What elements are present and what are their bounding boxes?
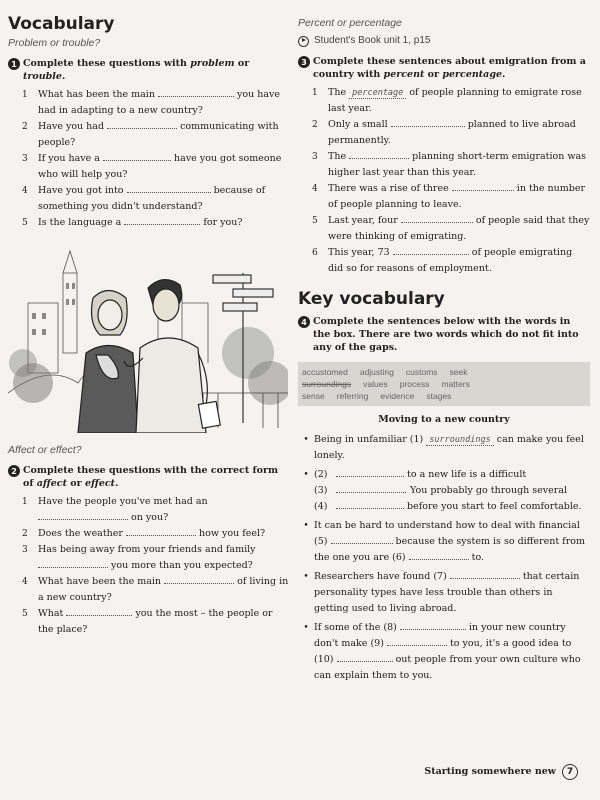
answer-gap[interactable] [66,606,132,616]
exercise-2-questions [8,494,291,638]
word-row [302,366,586,378]
answer-gap[interactable] [38,510,128,520]
page-number: 7 [562,764,578,780]
answer-gap[interactable] [337,652,393,662]
answer-gap[interactable] [401,213,473,223]
bullet-item: • If some of the (8) in your new country don't make (9) to you, it's a good idea to (10) out people from your own culture who can explain them to you. [303,622,581,681]
answer-gap[interactable] [126,526,196,536]
right-column [298,16,590,684]
footer-unit-title: Starting somewhere new [424,766,556,777]
word-row [302,378,586,390]
play-icon [298,36,309,47]
answer-gap[interactable] [336,467,404,477]
subtitle-problem-trouble: Problem or trouble? [8,37,101,49]
text-heading: Moving to a new country [378,414,510,425]
question-item: 2 Does the weather how you feel? [22,528,266,539]
sentence-item: 6 This year, 73 of people emigrating did so for reasons of employment. [312,247,573,274]
answer-gap[interactable] [393,245,469,255]
sentence-item: 4 There was a rise of three in the number of people planning to leave. [312,183,586,210]
word: evidence [380,391,415,401]
answer-gap[interactable] [349,149,409,159]
word: seek [449,367,468,377]
word: process [399,379,430,389]
answer-gap[interactable] [409,550,469,560]
answer-gap[interactable] [331,534,393,544]
word: referring [336,391,369,401]
answer-gap[interactable] [387,636,447,646]
answer-gap[interactable] [38,558,108,568]
answer-gap[interactable] [127,183,211,193]
question-item: 5 Is the language a for you? [22,217,243,228]
word: adjusting [359,367,394,377]
word-box [298,362,590,406]
question-item: 1 What has been the main you have had in adapting to a new country? [22,89,280,116]
exercise-2-instruction: 2 Complete these questions with the correct form of affect or effect. [8,464,291,490]
word: sense [302,391,325,401]
question-item: 4 What have been the main of living in a new country? [22,576,289,603]
word-row [302,390,586,402]
word: matters [441,379,470,389]
answer-gap[interactable] [452,181,514,191]
answer-gap[interactable] [336,483,404,493]
exercise-1-questions [8,87,291,231]
exercise-1-instruction: 1 Complete these questions with problem or trouble. [8,57,291,83]
subtitle-affect-effect: Affect or effect? [8,444,82,456]
section-title-vocabulary: Vocabulary [8,14,115,34]
answer-gap[interactable] [391,117,465,127]
word: customs [405,367,438,377]
sentence-item: 2 Only a small planned to live abroad permanently. [312,119,576,146]
bullet-item: • Being in unfamiliar (1) surroundings can make you feel lonely. [303,434,584,461]
question-item: 3 If you have a have you got someone who will help you? [22,153,282,180]
word-crossed-out: surroundings [302,379,352,389]
question-item: 2 Have you had communicating with people? [22,121,279,148]
exercise-3-sentences [298,85,590,277]
answer-gap[interactable] [164,574,234,584]
answer-gap[interactable] [400,620,466,630]
subtitle-percent-percentage: Percent or percentage [298,17,402,29]
exercise-3-instruction: 3 Complete these sentences about emigration from a country with percent or percentage. [298,55,590,81]
question-item: 1 Have the people you've met had an on you? [22,496,208,523]
bullet-item: • It can be hard to understand how to deal with financial (5) because the system is so different from the one you are (6) to. [303,520,585,563]
gap-fill-text [298,432,590,684]
answer-gap[interactable] [107,119,177,129]
exercise-number-badge: 3 [298,56,310,68]
word: accustomed [302,367,348,377]
answer-gap[interactable] [336,499,404,509]
students-book-reference[interactable]: Student's Book unit 1, p15 [298,33,590,49]
left-column [8,14,291,638]
illustration-two-people-street [8,243,288,433]
section-title-key-vocabulary: Key vocabulary [298,289,445,309]
question-item: 4 Have you got into because of something you didn't understand? [22,185,266,212]
exercise-number-badge: 1 [8,58,20,70]
handwritten-answer[interactable]: percentage [349,88,406,99]
exercise-4-instruction: 4 Complete the sentences below with the words in the box. There are two words which do not fit into any of the gaps. [298,315,590,354]
question-item: 5 What you the most – the people or the place? [22,608,273,635]
sentence-item: 3 The planning short-term emigration was higher last year than this year. [312,151,587,178]
answer-gap[interactable] [450,569,520,579]
word: values [363,379,388,389]
question-item: 3 Has being away from your friends and family you more than you expected? [22,544,256,571]
handwritten-answer[interactable]: surroundings [426,435,493,446]
answer-gap[interactable] [103,151,171,161]
page-footer [424,764,578,780]
sentence-item: 5 Last year, four of people said that they were thinking of emigrating. [312,215,590,242]
answer-gap[interactable] [158,87,234,97]
word: stages [426,391,452,401]
exercise-number-badge: 2 [8,465,20,477]
exercise-number-badge: 4 [298,316,310,328]
sentence-item: 1 The percentage of people planning to emigrate rose last year. [312,87,582,114]
bullet-item: • (2) to a new life is a difficult (3) . You probably go through several (4) before you start to feel comfortable. [303,469,582,512]
bullet-item: • Researchers have found (7) that certain personality types have less trouble than others in getting used to living abroad. [303,571,580,614]
answer-gap[interactable] [124,215,200,225]
